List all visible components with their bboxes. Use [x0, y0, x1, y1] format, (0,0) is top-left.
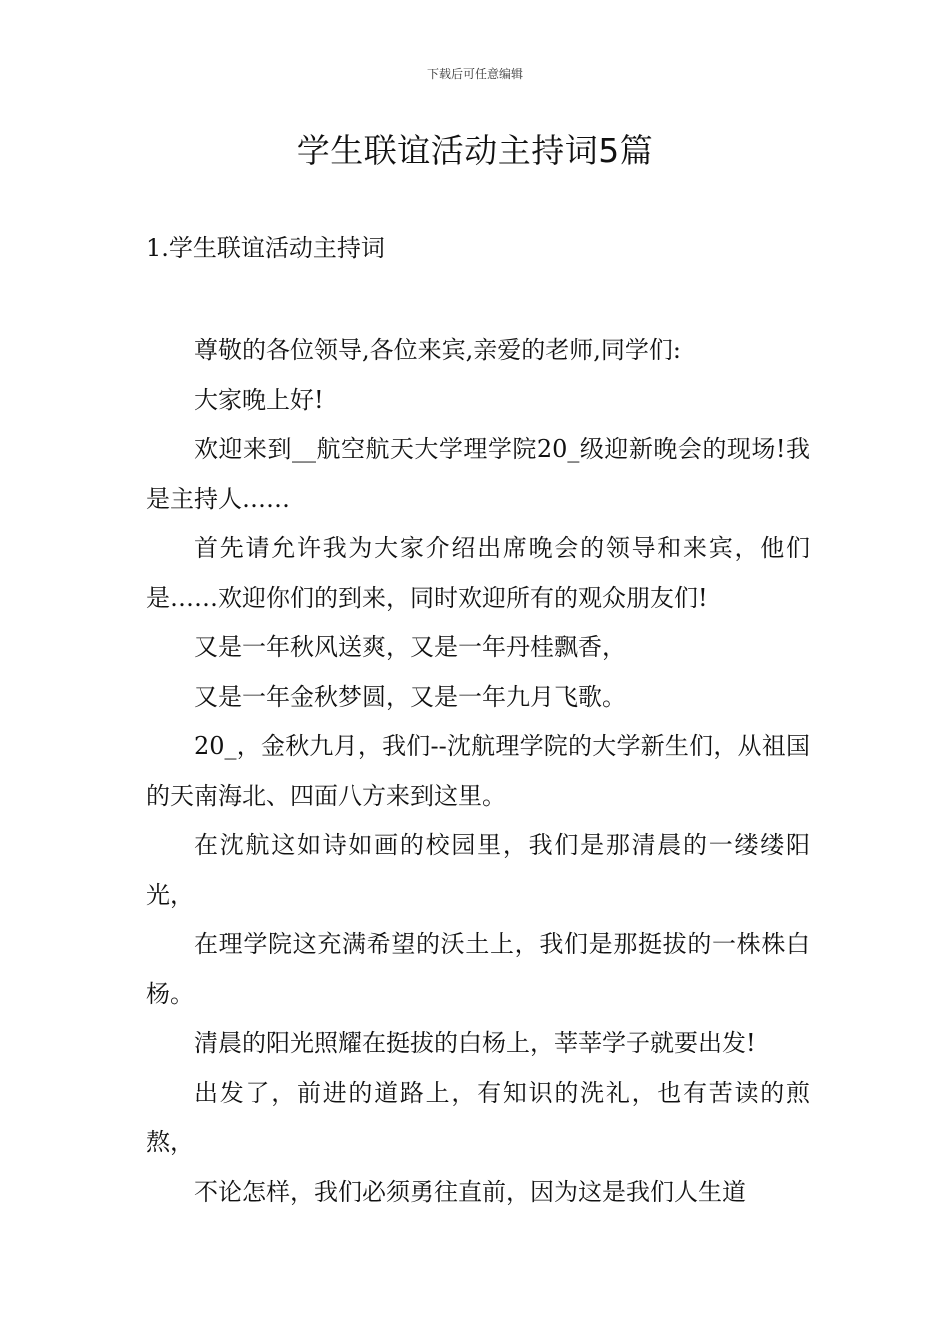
- paragraph: 清晨的阳光照耀在挺拔的白杨上，莘莘学子就要出发!: [194, 1029, 756, 1057]
- page-header-note: 下载后可任意编辑: [426, 67, 523, 81]
- document-title: 学生联谊活动主持词5篇: [296, 131, 654, 170]
- paragraph: 又是一年秋风送爽，又是一年丹桂飘香，: [194, 633, 626, 661]
- paragraph: 欢迎来到__航空航天大学理学院20_级迎新晚会的现场!我是主持人……: [146, 435, 810, 513]
- paragraph: 首先请允许我为大家介绍出席晚会的领导和来宾，他们是……欢迎你们的到来，同时欢迎所有的观众朋友们!: [146, 534, 810, 612]
- paragraph: 出发了，前进的道路上，有知识的洗礼，也有苦读的煎熬，: [146, 1078, 810, 1156]
- paragraph: 20_，金秋九月，我们--沈航理学院的大学新生们，从祖国的天南海北、四面八方来到这里。: [146, 732, 810, 810]
- paragraph: 尊敬的各位领导,各位来宾,亲爱的老师,同学们:: [194, 336, 681, 364]
- paragraph: 又是一年金秋梦圆，又是一年九月飞歌。: [194, 682, 626, 711]
- document-body: [146, 326, 810, 1217]
- paragraph: 在理学院这充满希望的沃土上，我们是那挺拔的一株株白杨。: [146, 930, 810, 1008]
- paragraph: 不论怎样，我们必须勇往直前，因为这是我们人生道: [194, 1177, 746, 1206]
- paragraph: 大家晚上好!: [194, 385, 324, 414]
- section-heading: 1.学生联谊活动主持词: [146, 234, 385, 262]
- paragraph: 在沈航这如诗如画的校园里，我们是那清晨的一缕缕阳光，: [146, 831, 810, 909]
